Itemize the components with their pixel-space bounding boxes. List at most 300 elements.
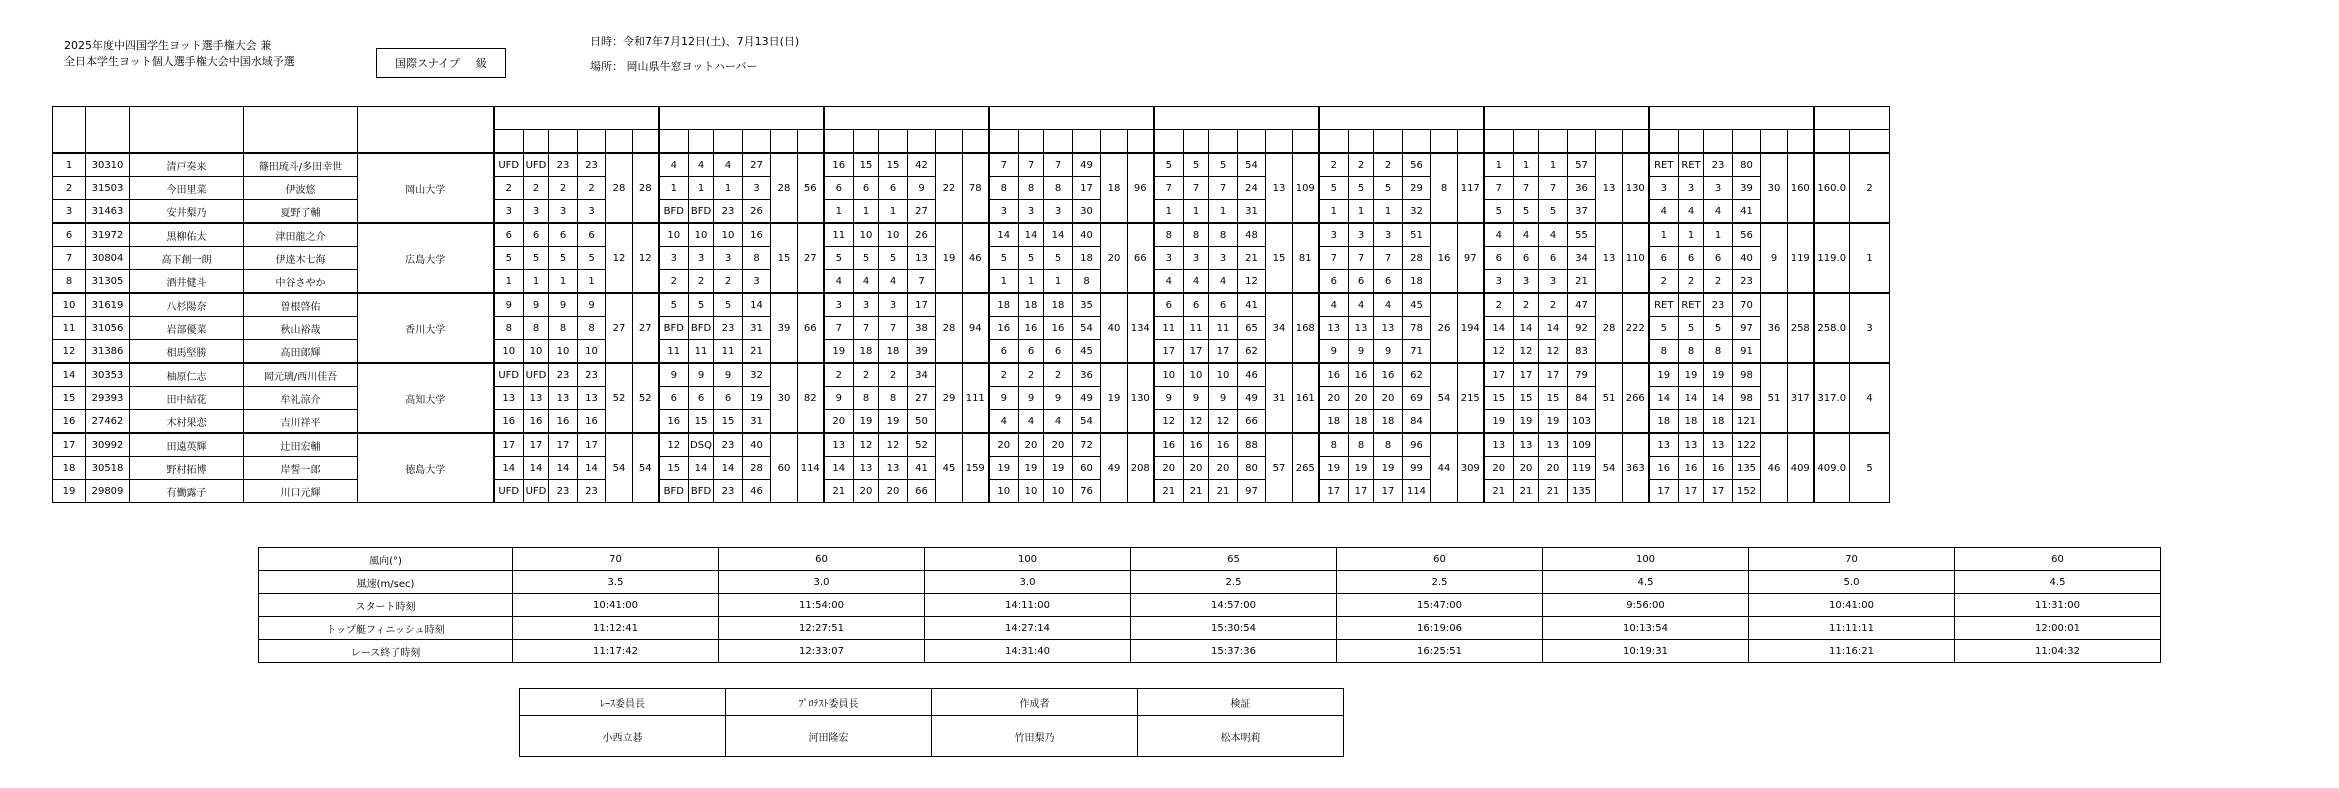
race-arrival: 6 <box>494 223 524 247</box>
race-arrival: 1 <box>494 270 524 294</box>
race-cumulative: 79 <box>1568 363 1596 387</box>
race-rank: 2 <box>524 177 549 200</box>
race-rank: 17 <box>1514 363 1539 387</box>
team-cumulative: 96 <box>1128 153 1154 223</box>
race-points: 18 <box>879 340 908 364</box>
entry-no: 18 <box>53 457 86 480</box>
race-arrival: 4 <box>1649 200 1679 224</box>
race-arrival: UFD <box>494 363 524 387</box>
team-cumulative: 208 <box>1128 433 1154 503</box>
race-rank: 11 <box>689 340 714 364</box>
race-arrival: 15 <box>659 457 689 480</box>
race-points: 3 <box>1044 200 1073 224</box>
race-arrival: 3 <box>659 247 689 270</box>
race-rank: 8 <box>1019 177 1044 200</box>
race-arrival: 16 <box>989 317 1019 340</box>
team-cumulative: 409 <box>1788 433 1814 503</box>
race-arrival: 2 <box>1484 293 1514 317</box>
race-arrival: 13 <box>1319 317 1349 340</box>
race-points: 8 <box>549 317 578 340</box>
race-rank: 5 <box>1349 177 1374 200</box>
race-arrival: 20 <box>1319 387 1349 410</box>
skipper-name: 岩部優菜 <box>130 317 244 340</box>
race-cumulative: 12 <box>1238 270 1266 294</box>
entry-no: 3 <box>53 200 86 224</box>
race-points: 7 <box>1044 153 1073 177</box>
race-cumulative: 13 <box>908 247 936 270</box>
race-points: 21 <box>1209 480 1238 503</box>
race-rank: 9 <box>524 293 549 317</box>
crew-name: 秋山裕哉 <box>244 317 358 340</box>
race-points: 10 <box>714 223 743 247</box>
race-arrival: 5 <box>1154 153 1184 177</box>
race-arrival: 21 <box>824 480 854 503</box>
race-points: 18 <box>1704 410 1733 434</box>
race-conditions-table <box>258 547 2161 663</box>
col-points <box>879 130 908 154</box>
col-team-total <box>1101 130 1128 154</box>
race-arrival: 2 <box>1319 153 1349 177</box>
race-cumulative: 8 <box>1073 270 1101 294</box>
team-total: 26 <box>1431 293 1458 363</box>
race-cumulative: 47 <box>1568 293 1596 317</box>
team-total: 54 <box>1431 363 1458 433</box>
race-rank: 21 <box>1514 480 1539 503</box>
col-rank <box>1019 130 1044 154</box>
team-total: 44 <box>1431 433 1458 503</box>
race-cumulative: 3 <box>743 177 771 200</box>
race-arrival: 8 <box>1154 223 1184 247</box>
race-cumulative: 60 <box>1073 457 1101 480</box>
team-cumulative: 109 <box>1293 153 1319 223</box>
race-cumulative: 69 <box>1403 387 1431 410</box>
race-arrival: 1 <box>1319 200 1349 224</box>
col-rank <box>689 130 714 154</box>
team-overall-rank: 2 <box>1850 153 1890 223</box>
race-cumulative: 65 <box>1238 317 1266 340</box>
race-arrival: 3 <box>1154 247 1184 270</box>
team-cumulative: 266 <box>1623 363 1649 433</box>
race-arrival: 9 <box>659 363 689 387</box>
race-rank: 15 <box>1514 387 1539 410</box>
team-cumulative: 117 <box>1458 153 1484 223</box>
col-rank <box>854 130 879 154</box>
race-rank: 10 <box>524 340 549 364</box>
race-points: 9 <box>1209 387 1238 410</box>
race-cumulative: 8 <box>578 317 606 340</box>
race-rank: 5 <box>1679 317 1704 340</box>
conditions-value: 60 <box>1337 548 1543 571</box>
race-arrival: 8 <box>1649 340 1679 364</box>
race-arrival: 5 <box>494 247 524 270</box>
col-team-total <box>771 130 798 154</box>
race-arrival: 6 <box>659 387 689 410</box>
race-points: 14 <box>1044 223 1073 247</box>
team-total: 28 <box>936 293 963 363</box>
race-points: 16 <box>1704 457 1733 480</box>
race-rank: 5 <box>1184 153 1209 177</box>
race-cumulative: 114 <box>1403 480 1431 503</box>
race-arrival: 16 <box>1649 457 1679 480</box>
race-rank: 4 <box>854 270 879 294</box>
event-place: 場所： 岡山県牛窓ヨットハーバー <box>590 60 758 73</box>
col-arrival <box>1649 130 1679 154</box>
race-cumulative: 119 <box>1568 457 1596 480</box>
race-rank: 15 <box>854 153 879 177</box>
event-info <box>590 34 799 84</box>
race-points: 7 <box>879 317 908 340</box>
race-points: 15 <box>714 410 743 434</box>
race-cumulative: 88 <box>1238 433 1266 457</box>
class-box <box>376 48 506 78</box>
col-team-overall-points <box>1814 130 1850 154</box>
race-points: 17 <box>1374 480 1403 503</box>
crew-name: 曽根啓佑 <box>244 293 358 317</box>
team-overall-points: 119.0 <box>1814 223 1850 293</box>
team-cumulative: 28 <box>633 153 659 223</box>
race-arrival: 2 <box>989 363 1019 387</box>
team-overall-rank: 3 <box>1850 293 1890 363</box>
race-title <box>824 107 989 130</box>
skipper-name: 安井梨乃 <box>130 200 244 224</box>
race-arrival: 5 <box>1484 200 1514 224</box>
race-rank: 15 <box>689 410 714 434</box>
team-total: 27 <box>606 293 633 363</box>
signature-name: 竹田梨乃 <box>932 716 1138 757</box>
race-points: 20 <box>1209 457 1238 480</box>
race-cumulative: 41 <box>1733 200 1761 224</box>
race-points: 1 <box>1209 200 1238 224</box>
team-cumulative: 160 <box>1788 153 1814 223</box>
conditions-value: 100 <box>1543 548 1749 571</box>
race-rank: 12 <box>1184 410 1209 434</box>
race-points: 21 <box>1539 480 1568 503</box>
race-rank: 3 <box>524 200 549 224</box>
team-total: 15 <box>1266 223 1293 293</box>
race-rank: 6 <box>1679 247 1704 270</box>
race-cumulative: 109 <box>1568 433 1596 457</box>
col-arrival <box>1319 130 1349 154</box>
race-cumulative: 54 <box>1073 410 1101 434</box>
conditions-row <box>259 617 2161 640</box>
sail-no: 31619 <box>86 293 130 317</box>
race-arrival: 1 <box>989 270 1019 294</box>
race-arrival: 8 <box>1319 433 1349 457</box>
race-rank: UFD <box>524 480 549 503</box>
race-points: 20 <box>879 480 908 503</box>
race-arrival: 16 <box>1319 363 1349 387</box>
race-arrival: 3 <box>494 200 524 224</box>
signature-name: 松本明莉 <box>1138 716 1344 757</box>
race-rank: 19 <box>1019 457 1044 480</box>
race-rank: 8 <box>1349 433 1374 457</box>
col-arrival <box>1154 130 1184 154</box>
race-cumulative: 3 <box>578 200 606 224</box>
race-arrival: 3 <box>1484 270 1514 294</box>
team-total: 54 <box>606 433 633 503</box>
race-rank: RET <box>1679 293 1704 317</box>
race-rank: 11 <box>1184 317 1209 340</box>
race-arrival: 16 <box>824 153 854 177</box>
conditions-value: 14:27:14 <box>925 617 1131 640</box>
skipper-name: 相馬堅勝 <box>130 340 244 364</box>
race-arrival: 4 <box>989 410 1019 434</box>
race-rank: 16 <box>524 410 549 434</box>
race-rank: 9 <box>1349 340 1374 364</box>
race-points: 1 <box>1539 153 1568 177</box>
race-arrival: 20 <box>989 433 1019 457</box>
crew-name: 伊波悠 <box>244 177 358 200</box>
team-total: 52 <box>606 363 633 433</box>
race-cumulative: 28 <box>1403 247 1431 270</box>
race-cumulative: 40 <box>743 433 771 457</box>
race-arrival: 9 <box>989 387 1019 410</box>
race-points: 20 <box>1374 387 1403 410</box>
signature-role: ﾚｰｽ委員長 <box>520 689 726 716</box>
team-total: 30 <box>771 363 798 433</box>
race-points: 16 <box>1374 363 1403 387</box>
race-cumulative: 31 <box>743 410 771 434</box>
race-rank: 7 <box>1514 177 1539 200</box>
race-points: 11 <box>1209 317 1238 340</box>
race-points: 5 <box>1539 200 1568 224</box>
race-points: 23 <box>714 317 743 340</box>
race-points: 8 <box>1044 177 1073 200</box>
conditions-value: 11:16:21 <box>1749 640 1955 663</box>
signature-table <box>519 688 1344 757</box>
table-row <box>53 293 1890 317</box>
race-cumulative: 52 <box>908 433 936 457</box>
race-points: 14 <box>1539 317 1568 340</box>
race-cumulative: 57 <box>1568 153 1596 177</box>
race-rank: 3 <box>1019 200 1044 224</box>
crew-name: 伊達木七海 <box>244 247 358 270</box>
race-arrival: 14 <box>1649 387 1679 410</box>
race-rank: 19 <box>854 410 879 434</box>
race-points: 4 <box>1209 270 1238 294</box>
race-points: 4 <box>714 153 743 177</box>
race-cumulative: 9 <box>578 293 606 317</box>
race-cumulative: 17 <box>908 293 936 317</box>
team-total: 28 <box>606 153 633 223</box>
race-cumulative: 91 <box>1733 340 1761 364</box>
team-cumulative: 94 <box>963 293 989 363</box>
col-points <box>549 130 578 154</box>
race-rank: 14 <box>1019 223 1044 247</box>
race-cumulative: 14 <box>743 293 771 317</box>
race-rank: 14 <box>689 457 714 480</box>
race-points: 9 <box>714 363 743 387</box>
affiliation: 高知大学 <box>358 363 494 433</box>
race-points: 20 <box>1044 433 1073 457</box>
conditions-value: 12:33:07 <box>719 640 925 663</box>
race-rank: 3 <box>1184 247 1209 270</box>
race-rank: UFD <box>524 153 549 177</box>
race-points: 7 <box>1209 177 1238 200</box>
team-total: 13 <box>1266 153 1293 223</box>
race-arrival: 21 <box>1154 480 1184 503</box>
race-rank: 18 <box>1349 410 1374 434</box>
crew-name: 牟礼涼介 <box>244 387 358 410</box>
race-cumulative: 31 <box>1238 200 1266 224</box>
race-points: 19 <box>1044 457 1073 480</box>
race-cumulative: 56 <box>1733 223 1761 247</box>
race-points: 18 <box>1044 293 1073 317</box>
race-points: 2 <box>714 270 743 294</box>
col-skipper <box>130 107 244 154</box>
team-total: 22 <box>936 153 963 223</box>
team-overall-rank: 4 <box>1850 363 1890 433</box>
race-points: 6 <box>879 177 908 200</box>
race-cumulative: 62 <box>1403 363 1431 387</box>
race-points: 5 <box>549 247 578 270</box>
race-cumulative: 27 <box>908 200 936 224</box>
entry-no: 6 <box>53 223 86 247</box>
sail-no: 30310 <box>86 153 130 177</box>
race-rank: 4 <box>1184 270 1209 294</box>
col-points <box>1209 130 1238 154</box>
race-arrival: 1 <box>1649 223 1679 247</box>
race-points: 2 <box>1374 153 1403 177</box>
sail-no: 30518 <box>86 457 130 480</box>
race-points: 2 <box>549 177 578 200</box>
race-cumulative: 31 <box>743 317 771 340</box>
col-team-cumulative <box>1788 130 1814 154</box>
race-points: 19 <box>1539 410 1568 434</box>
race-arrival: 11 <box>659 340 689 364</box>
entry-no: 15 <box>53 387 86 410</box>
race-points: 23 <box>714 433 743 457</box>
race-points: 17 <box>1704 480 1733 503</box>
race-arrival: 6 <box>1154 293 1184 317</box>
entry-no: 1 <box>53 153 86 177</box>
crew-name: 岡元璃/西川佳吾 <box>244 363 358 387</box>
race-arrival: 3 <box>989 200 1019 224</box>
race-cumulative: 32 <box>743 363 771 387</box>
conditions-value: 3.5 <box>513 571 719 594</box>
entry-no: 10 <box>53 293 86 317</box>
entry-no: 14 <box>53 363 86 387</box>
race-rank: DSQ <box>689 433 714 457</box>
conditions-value: 11:17:42 <box>513 640 719 663</box>
race-points: 16 <box>1209 433 1238 457</box>
conditions-value: 16:19:06 <box>1337 617 1543 640</box>
race-rank: 2 <box>1349 153 1374 177</box>
race-rank: 21 <box>1184 480 1209 503</box>
entry-no: 17 <box>53 433 86 457</box>
race-rank: 4 <box>1514 223 1539 247</box>
race-cumulative: 37 <box>1568 200 1596 224</box>
race-title <box>659 107 824 130</box>
team-total: 60 <box>771 433 798 503</box>
team-cumulative: 52 <box>633 363 659 433</box>
race-cumulative: 152 <box>1733 480 1761 503</box>
race-points: 23 <box>549 480 578 503</box>
race-rank: 5 <box>524 247 549 270</box>
crew-name: 吉川祥平 <box>244 410 358 434</box>
team-cumulative: 317 <box>1788 363 1814 433</box>
col-points <box>1044 130 1073 154</box>
race-arrival: 5 <box>659 293 689 317</box>
race-cumulative: 24 <box>1238 177 1266 200</box>
event-title <box>64 38 295 70</box>
race-arrival: 16 <box>659 410 689 434</box>
race-rank: 20 <box>1019 433 1044 457</box>
race-rank: 20 <box>1349 387 1374 410</box>
col-team-cumulative <box>798 130 824 154</box>
race-arrival: 5 <box>989 247 1019 270</box>
conditions-value: 11:11:11 <box>1749 617 1955 640</box>
team-cumulative: 159 <box>963 433 989 503</box>
team-total: 51 <box>1761 363 1788 433</box>
team-cumulative: 27 <box>633 293 659 363</box>
race-cumulative: 46 <box>1238 363 1266 387</box>
race-rank: 6 <box>524 223 549 247</box>
race-points: 14 <box>1704 387 1733 410</box>
race-cumulative: 40 <box>1073 223 1101 247</box>
race-cumulative: 23 <box>578 153 606 177</box>
team-total: 34 <box>1266 293 1293 363</box>
conditions-value: 10:19:31 <box>1543 640 1749 663</box>
col-cumulative <box>1733 130 1761 154</box>
race-points: 18 <box>1374 410 1403 434</box>
team-cumulative: 110 <box>1623 223 1649 293</box>
race-points: 6 <box>714 387 743 410</box>
col-cumulative <box>578 130 606 154</box>
race-arrival: 5 <box>1319 177 1349 200</box>
affiliation: 広島大学 <box>358 223 494 293</box>
race-rank: 8 <box>1184 223 1209 247</box>
team-total: 29 <box>936 363 963 433</box>
race-arrival: 14 <box>824 457 854 480</box>
team-total: 31 <box>1266 363 1293 433</box>
race-points: 23 <box>714 200 743 224</box>
race-rank: 20 <box>1514 457 1539 480</box>
race-points: 3 <box>1209 247 1238 270</box>
race-arrival: 19 <box>1649 363 1679 387</box>
sail-no: 30804 <box>86 247 130 270</box>
race-arrival: 1 <box>1484 153 1514 177</box>
race-points: 7 <box>1374 247 1403 270</box>
sail-no: 31503 <box>86 177 130 200</box>
race-points: 13 <box>1374 317 1403 340</box>
conditions-value: 14:31:40 <box>925 640 1131 663</box>
team-overall-points: 409.0 <box>1814 433 1850 503</box>
race-arrival: 18 <box>1319 410 1349 434</box>
race-arrival: 1 <box>1154 200 1184 224</box>
race-cumulative: 40 <box>1733 247 1761 270</box>
race-arrival: 7 <box>1484 177 1514 200</box>
race-arrival: 19 <box>1484 410 1514 434</box>
race-arrival: 10 <box>989 480 1019 503</box>
race-points: 16 <box>549 410 578 434</box>
race-rank: 7 <box>1184 177 1209 200</box>
race-points: 13 <box>549 387 578 410</box>
race-points: 11 <box>714 340 743 364</box>
race-rank: 6 <box>1514 247 1539 270</box>
skipper-name: 有働露子 <box>130 480 244 503</box>
race-cumulative: 135 <box>1568 480 1596 503</box>
conditions-value: 2.5 <box>1337 571 1543 594</box>
results-table <box>52 106 1890 503</box>
team-cumulative: 134 <box>1128 293 1154 363</box>
col-cumulative <box>1403 130 1431 154</box>
race-arrival: 13 <box>1649 433 1679 457</box>
conditions-value: 10:13:54 <box>1543 617 1749 640</box>
race-cumulative: 9 <box>908 177 936 200</box>
team-total: 36 <box>1761 293 1788 363</box>
race-cumulative: 13 <box>578 387 606 410</box>
